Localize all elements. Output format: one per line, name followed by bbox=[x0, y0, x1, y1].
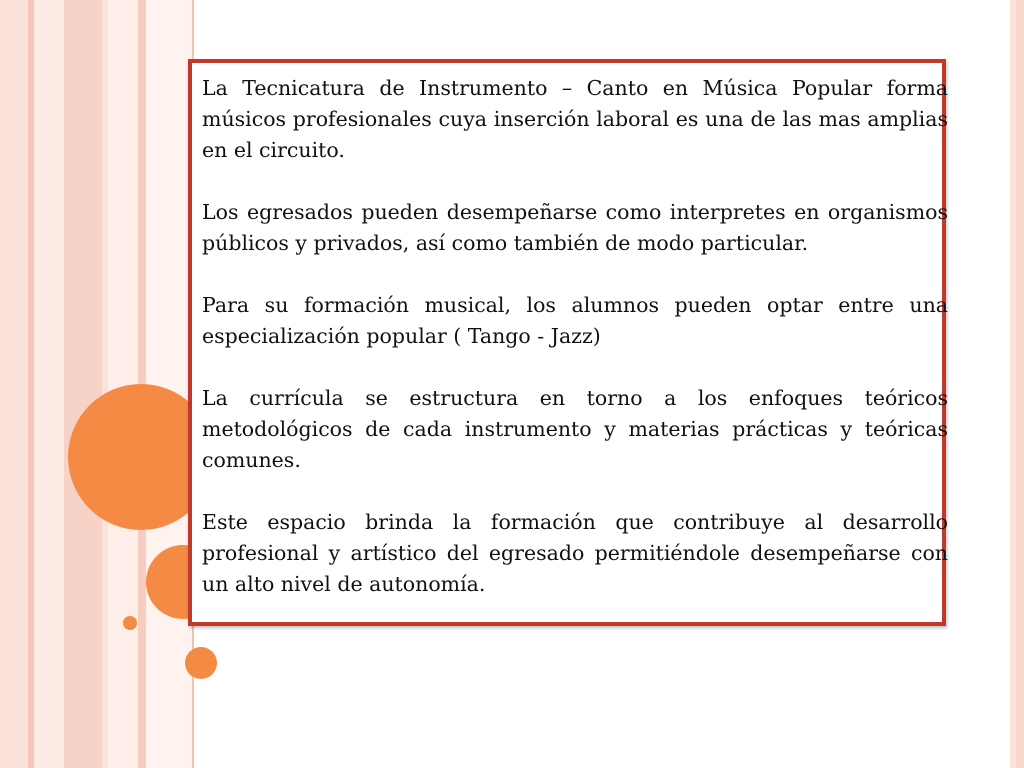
paragraph-1: La Tecnicatura de Instrumento – Canto en Música Popular forma músicos profesionales cuya inserción laboral es una de las mas amplias en el circuito. bbox=[202, 76, 948, 162]
decorative-stripe bbox=[0, 0, 28, 768]
decorative-stripe bbox=[34, 0, 64, 768]
decorative-circle-tiny bbox=[123, 616, 137, 630]
decorative-circle-small bbox=[185, 647, 217, 679]
decorative-stripe bbox=[64, 0, 102, 768]
paragraph-4: La currícula se estructura en torno a los enfoques teóricos metodológicos de cada instrumento y materias prácticas y teóricas comunes. bbox=[202, 386, 948, 472]
paragraph-2: Los egresados pueden desempeñarse como interpretes en organismos públicos y privados, así como también de modo particular. bbox=[202, 200, 948, 255]
content-text-box bbox=[188, 59, 946, 626]
decorative-stripe-right bbox=[1016, 0, 1024, 768]
paragraph-5: Este espacio brinda la formación que contribuye al desarrollo profesional y artístico del egresado permitiéndole desempeñarse con un alto nivel de autonomía. bbox=[202, 510, 948, 596]
paragraph-3: Para su formación musical, los alumnos pueden optar entre una especialización popular ( Tango - Jazz) bbox=[202, 293, 948, 348]
